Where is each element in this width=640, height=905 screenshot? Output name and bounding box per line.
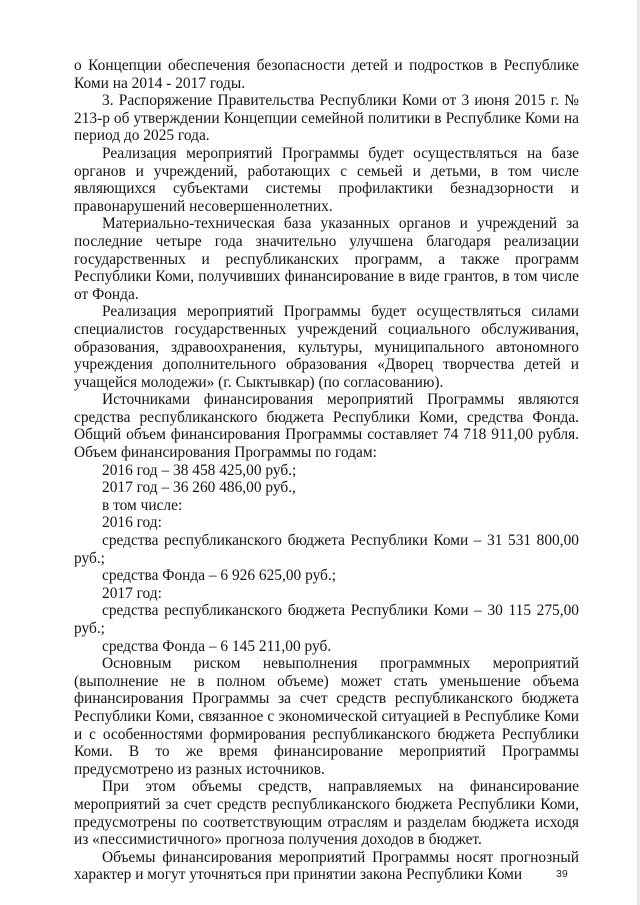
funding-line: 2016 год – 38 458 425,00 руб.; (102, 461, 297, 479)
funding-line: 2017 год: (102, 584, 162, 602)
funding-line: средства республиканского бюджета Республики Коми – 30 115 275,00 руб.; (74, 602, 579, 637)
paragraph: о Концепции обеспечения безопасности детей и подростков в Республике Коми на 2014 - 2017 годы. (74, 57, 579, 92)
page-number: 39 (556, 868, 568, 880)
paragraph: Основным риском невыполнения программных мероприятий (выполнение не в полном объеме) может стать уменьшение объема финансирования Программы за счет средств республиканского бюджета Республики Коми, связанное с экономической ситуацией в Республике Коми и с особенностями формирования республиканского бюджета Республики Коми. В то же время финансирование мероприятий Программы предусмотрено из разных источников. (74, 655, 579, 778)
paragraph: Материально-техническая база указанных органов и учреждений за последние четыре года значительно улучшена благодаря реализации государственных и республиканских программ, а также программ Республики Коми, получивших финансирование в виде грантов, в том числе от Фонда. (74, 215, 579, 303)
funding-line: 2017 год – 36 260 486,00 руб., (102, 479, 296, 497)
paragraph: Объемы финансирования мероприятий Программы носят прогнозный характер и могут уточняться при принятии закона Республики Коми (74, 848, 579, 884)
funding-line: средства Фонда – 6 926 625,00 руб.; (102, 567, 337, 585)
funding-line: 2016 год: (102, 514, 162, 532)
funding-line: средства республиканского бюджета Республики Коми – 31 531 800,00 руб.; (74, 532, 579, 567)
document-body (74, 57, 579, 884)
paragraph: При этом объемы средств, направляемых на финансирование мероприятий за счет средств республиканского бюджета Республики Коми, предусмотрены по соответствующим отраслям и разделам бюджета исходя из «пессимистичного» прогноза получения доходов в бюджет. (74, 778, 579, 849)
paragraph: Реализация мероприятий Программы будет осуществляться на базе органов и учреждений, работающих с семьей и детьми, в том числе являющихся субъектами системы профилактики безнадзорности и правонарушений несовершеннолетних. (74, 144, 579, 215)
paragraph: 3. Распоряжение Правительства Республики Коми от 3 июня 2015 г. № 213-р об утверждении Концепции семейной политики в Республике Коми на период до 2025 года. (74, 92, 579, 145)
paragraph: Реализация мероприятий Программы будет осуществляться силами специалистов государственных учреждений социального обслуживания, образования, здравоохранения, культуры, муниципального автономного учреждения дополнительного образования «Дворец творчества детей и учащейся молодежи» (г. Сыктывкар) (по согласованию). (74, 303, 579, 391)
funding-line: средства Фонда – 6 145 211,00 руб. (102, 637, 332, 655)
paragraph: Источниками финансирования мероприятий Программы являются средства республиканского бюджета Республики Коми, средства Фонда. Общий объем финансирования Программы составляет 74 718 911,00 рубля. Объем финансирования Программы по годам: (74, 391, 579, 462)
funding-line: в том числе: (102, 496, 183, 514)
